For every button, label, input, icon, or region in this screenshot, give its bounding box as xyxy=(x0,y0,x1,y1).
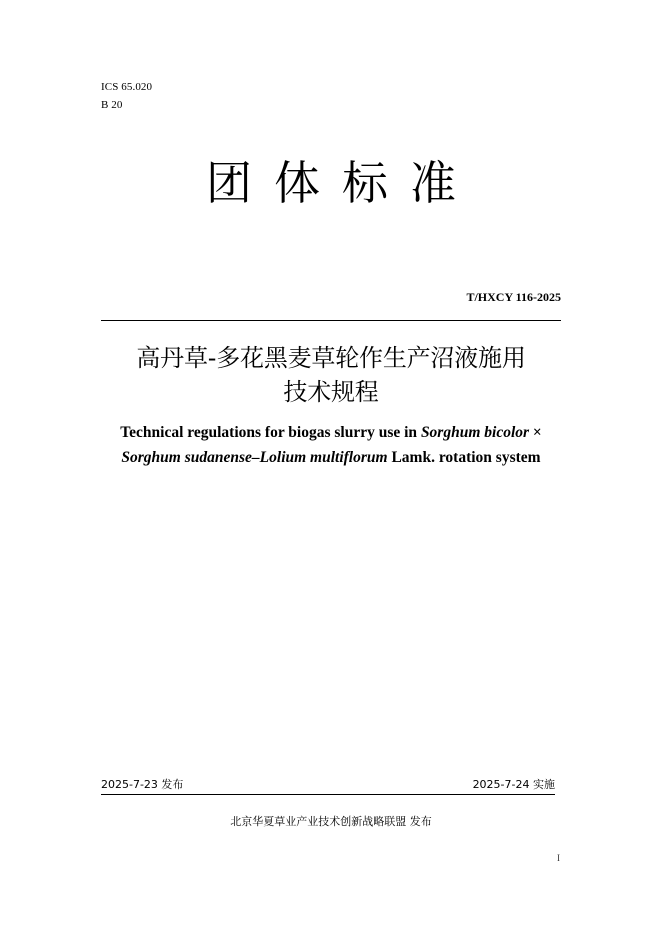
doc-type-char: 准 xyxy=(410,156,456,210)
issuing-organization: 北京华夏草业产业技术创新战略联盟 发布 xyxy=(230,815,432,828)
title-en-species: Sorghum sudanense–Lolium multiflorum xyxy=(121,449,388,466)
title-english-line-1 xyxy=(0,424,662,442)
doc-type-char: 标 xyxy=(342,156,388,210)
title-en-text: × xyxy=(529,424,542,441)
issue-date: 2025-7-23 发布 xyxy=(101,778,184,791)
page-number: I xyxy=(557,853,560,863)
doc-type-char: 团 xyxy=(206,156,252,210)
ics-code: ICS 65.020 xyxy=(101,81,153,93)
standard-number: T/HXCY 116-2025 xyxy=(466,290,561,304)
title-en-text: Technical regulations for biogas slurry use in xyxy=(120,424,421,441)
top-divider xyxy=(101,320,561,321)
ccs-code: B 20 xyxy=(101,99,123,111)
doc-type-char: 体 xyxy=(274,156,320,210)
title-en-text: Lamk. rotation system xyxy=(387,449,541,466)
title-en-species: Sorghum bicolor xyxy=(420,424,530,441)
title-english-line-2 xyxy=(0,449,662,467)
document-type-heading xyxy=(0,153,662,213)
title-chinese-line-1: 高丹草-多花黑麦草轮作生产沼液施用 xyxy=(136,344,526,372)
implementation-date: 2025-7-24 实施 xyxy=(472,778,555,791)
title-chinese-line-2: 技术规程 xyxy=(283,378,379,406)
bottom-divider xyxy=(101,794,555,795)
